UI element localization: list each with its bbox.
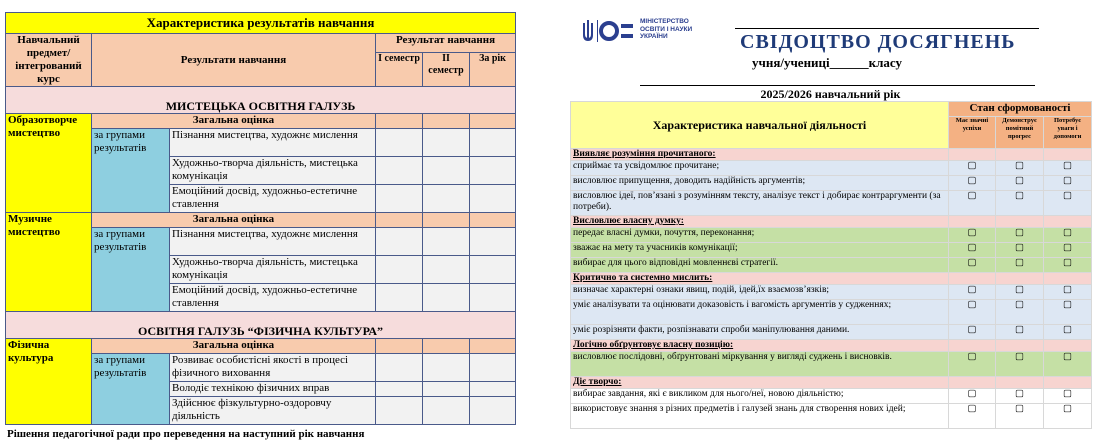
checkbox[interactable]: ▢ [996, 285, 1044, 300]
checkbox[interactable]: ▢ [1044, 300, 1092, 325]
criterion-item: сприймає та усвідомлює прочитане; [571, 161, 949, 176]
criterion-item: уміє аналізувати та оцінювати доказовість і вагомість аргументів у судженнях; [571, 300, 949, 325]
grade-cell[interactable] [376, 397, 423, 425]
grade-cell[interactable] [470, 213, 516, 228]
grade-cell[interactable] [376, 382, 423, 397]
checkbox[interactable]: ▢ [949, 285, 996, 300]
certificate-title: СВІДОЦТВО ДОСЯГНЕНЬ [740, 31, 1016, 53]
checkbox[interactable]: ▢ [949, 300, 996, 325]
checkbox[interactable]: ▢ [996, 228, 1044, 243]
result-item: Розвиває особистісні якості в процесі фізичного виховання [170, 354, 376, 382]
grade-cell[interactable] [376, 284, 423, 312]
mon-logo-icon [601, 23, 633, 39]
checkbox[interactable]: ▢ [1044, 243, 1092, 258]
checkbox[interactable]: ▢ [996, 389, 1044, 404]
result-item: Емоційний досвід, художньо-естетичне ставлення [170, 185, 376, 213]
general-grade-label: Загальна оцінка [92, 213, 376, 228]
grade-cell[interactable] [423, 397, 470, 425]
general-grade-label: Загальна оцінка [92, 114, 376, 129]
grade-cell[interactable] [376, 213, 423, 228]
grade-cell[interactable] [470, 256, 516, 284]
header-subject: Навчальний предмет/ інтегрований курс [6, 34, 92, 87]
checkbox[interactable]: ▢ [1044, 176, 1092, 191]
grade-cell[interactable] [376, 256, 423, 284]
grade-cell[interactable] [470, 354, 516, 382]
checkbox[interactable]: ▢ [996, 404, 1044, 429]
criterion-item: передає власні думки, почуття, переконання; [571, 228, 949, 243]
council-decision-label: Рішення педагогічної ради про переведення на наступний рік навчання [7, 428, 365, 440]
achievement-table-panel [570, 101, 1091, 429]
checkbox[interactable]: ▢ [1044, 258, 1092, 273]
grade-cell[interactable] [470, 157, 516, 185]
header-outcome: Результат навчання [376, 34, 516, 53]
grade-cell[interactable] [423, 256, 470, 284]
header-col2: Демонструє помітний прогрес [996, 117, 1044, 149]
name-line [640, 85, 1035, 86]
grade-cell[interactable] [376, 185, 423, 213]
grade-cell[interactable] [423, 213, 470, 228]
grade-cell[interactable] [470, 397, 516, 425]
header-state: Стан сформованості [949, 102, 1092, 117]
grade-cell[interactable] [376, 354, 423, 382]
section-title: Діє творчо: [571, 377, 949, 389]
criterion-item: зважає на мету та учасників комунікації; [571, 243, 949, 258]
checkbox[interactable]: ▢ [949, 404, 996, 429]
certificate-subtitle: учня/учениці______класу [752, 55, 903, 70]
checkbox[interactable]: ▢ [996, 300, 1044, 325]
general-grade-label: Загальна оцінка [92, 339, 376, 354]
grade-cell[interactable] [423, 114, 470, 129]
school-year: 2025/2026 навчальний рік [760, 87, 901, 101]
grade-cell[interactable] [423, 284, 470, 312]
result-item: Емоційний досвід, художньо-естетичне ставлення [170, 284, 376, 312]
grade-cell[interactable] [470, 228, 516, 256]
trident-icon [583, 20, 593, 41]
grade-cell[interactable] [470, 339, 516, 354]
checkbox[interactable]: ▢ [1044, 389, 1092, 404]
ministry-line: МІНІСТЕРСТВО [640, 18, 689, 25]
grade-cell[interactable] [470, 185, 516, 213]
table-title: Характеристика результатів навчання [6, 13, 516, 34]
grade-cell[interactable] [423, 228, 470, 256]
subject-name: Музичне мистецтво [6, 213, 92, 312]
criterion-item: використовує знання з різних предметів і галузей знань для створення нових ідей; [571, 404, 949, 429]
criterion-item: уміє розрізняти факти, розпізнавати спроби маніпулювання даними. [571, 325, 949, 340]
section-title: Висловлює власну думку: [571, 216, 949, 228]
checkbox[interactable]: ▢ [949, 161, 996, 176]
checkbox[interactable]: ▢ [1044, 352, 1092, 377]
result-item: Художньо-творча діяльність, мистецька комунікація [170, 157, 376, 185]
ministry-line: ОСВІТИ І НАУКИ [640, 25, 693, 33]
header-sem1: І семестр [376, 52, 423, 86]
criterion-item: висловлює ідеї, пов’язані з розумінням тексту, аналізує текст і добирає контраргументи (за потреби). [571, 191, 949, 216]
checkbox[interactable]: ▢ [949, 176, 996, 191]
checkbox[interactable]: ▢ [996, 161, 1044, 176]
checkbox[interactable]: ▢ [1044, 191, 1092, 216]
section-title: ОСВІТНЯ ГАЛУЗЬ “ФІЗИЧНА КУЛЬТУРА” [6, 312, 516, 339]
checkbox[interactable]: ▢ [996, 258, 1044, 273]
achievement-table [570, 101, 1092, 429]
header-col3: Потребує уваги і допомоги [1044, 117, 1092, 149]
grade-cell[interactable] [423, 382, 470, 397]
grade-cell[interactable] [423, 129, 470, 157]
group-label: за групами результатів [92, 354, 170, 425]
checkbox[interactable]: ▢ [996, 325, 1044, 340]
grade-cell[interactable] [376, 228, 423, 256]
criterion-item: вибирає для цього відповідні мовленнєві стратегії. [571, 258, 949, 273]
ministry-line: УКРАЇНИ [640, 33, 668, 40]
grade-cell[interactable] [423, 339, 470, 354]
header-col1: Має значні успіхи [949, 117, 996, 149]
checkbox[interactable]: ▢ [949, 389, 996, 404]
grade-cell[interactable] [376, 339, 423, 354]
checkbox[interactable]: ▢ [949, 191, 996, 216]
checkbox[interactable]: ▢ [949, 243, 996, 258]
checkbox[interactable]: ▢ [996, 243, 1044, 258]
group-label: за групами результатів [92, 228, 170, 312]
checkbox[interactable]: ▢ [1044, 325, 1092, 340]
header-sem2: ІІ семестр [423, 52, 470, 86]
section-title: Виявляє розуміння прочитаного: [571, 149, 949, 161]
result-item: Здійснює фізкультурно-оздоровчу діяльність [170, 397, 376, 425]
grade-cell[interactable] [470, 129, 516, 157]
grade-cell[interactable] [470, 114, 516, 129]
header-year: За рік [470, 52, 516, 86]
subject-name: Фізична культура [6, 339, 92, 425]
grade-cell[interactable] [470, 284, 516, 312]
group-label: за групами результатів [92, 129, 170, 213]
grade-cell[interactable] [423, 157, 470, 185]
section-title: Логічно обґрунтовує власну позицію: [571, 340, 949, 352]
checkbox[interactable]: ▢ [1044, 404, 1092, 429]
checkbox[interactable]: ▢ [949, 228, 996, 243]
checkbox[interactable]: ▢ [1044, 228, 1092, 243]
ministry-name [640, 18, 692, 41]
grade-cell[interactable] [470, 382, 516, 397]
result-item: Пізнання мистецтва, художнє мислення [170, 129, 376, 157]
result-item: Художньо-творча діяльність, мистецька комунікація [170, 256, 376, 284]
section-title: МИСТЕЦЬКА ОСВІТНЯ ГАЛУЗЬ [6, 87, 516, 114]
checkbox[interactable]: ▢ [996, 191, 1044, 216]
criterion-item: вибирає завдання, які є викликом для нього/неї, новою діяльністю; [571, 389, 949, 404]
checkbox[interactable]: ▢ [949, 258, 996, 273]
criterion-item: визначає характерні ознаки явищ, подій, ідей,їх взаємозв’язків; [571, 285, 949, 300]
header-characteristic: Характеристика навчальної діяльності [571, 102, 949, 149]
checkbox[interactable]: ▢ [996, 352, 1044, 377]
criterion-item: висловлює послідовні, обґрунтовані міркування у вигляді суджень і висновків. [571, 352, 949, 377]
checkbox[interactable]: ▢ [1044, 161, 1092, 176]
grade-cell[interactable] [376, 129, 423, 157]
criterion-item: висловлює припущення, доводить надійність аргументів; [571, 176, 949, 191]
grade-cell[interactable] [376, 114, 423, 129]
grade-cell[interactable] [376, 157, 423, 185]
section-title: Критично та системно мислить: [571, 273, 949, 285]
checkbox[interactable]: ▢ [949, 352, 996, 377]
grade-cell[interactable] [423, 354, 470, 382]
results-table [5, 12, 516, 425]
result-item: Володіє технікою фізичних вправ [170, 382, 376, 397]
checkbox[interactable]: ▢ [996, 176, 1044, 191]
results-table-panel [5, 12, 515, 422]
subject-name: Образотворче мистецтво [6, 114, 92, 213]
header-results: Результати навчання [92, 34, 376, 87]
result-item: Пізнання мистецтва, художнє мислення [170, 228, 376, 256]
checkbox[interactable]: ▢ [949, 325, 996, 340]
checkbox[interactable]: ▢ [1044, 285, 1092, 300]
grade-cell[interactable] [423, 185, 470, 213]
name-line [735, 28, 1039, 29]
